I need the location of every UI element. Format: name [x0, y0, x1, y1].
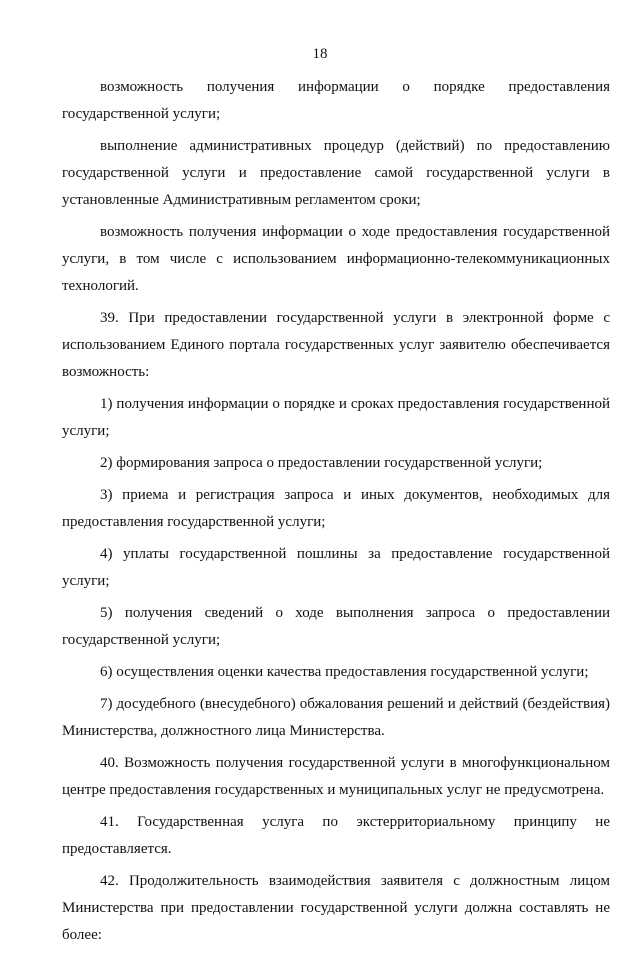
list-item-1: 1) получения информации о порядке и сроках предоставления государственной услуги;: [62, 396, 610, 439]
list-item-7: 7) досудебного (внесудебного) обжалования решений и действий (бездействия) Министерства, должностного лица Министерства.: [62, 696, 610, 739]
list-item-2: 2) формирования запроса о предоставлении государственной услуги;: [100, 455, 543, 471]
paragraph-40: 40. Возможность получения государственной услуги в многофункциональном центре предоставления государственных и муниципальных услуг не предусмотрена.: [62, 755, 610, 798]
paragraph-39: 39. При предоставлении государственной услуги в электронной форме с использованием Единого портала государственных услуг заявителю обеспечивается возможность:: [62, 310, 610, 380]
paragraph-availability-info: возможность получения информации о порядке предоставления государственной услуги;: [62, 79, 610, 122]
list-item-6: 6) осуществления оценки качества предоставления государственной услуги;: [100, 664, 589, 680]
paragraph-admin-procedures: выполнение административных процедур (действий) по предоставлению государственной услуги и предоставление самой государственной услуги в установленные Административным регламентом сроки;: [62, 138, 610, 208]
list-item-4: 4) уплаты государственной пошлины за предоставление государственной услуги;: [62, 546, 610, 589]
paragraph-41: 41. Государственная услуга по экстерриториальному принципу не предоставляется.: [62, 814, 610, 857]
paragraph-progress-info: возможность получения информации о ходе предоставления государственной услуги, в том числе с использованием информационно-телекоммуникационных технологий.: [62, 224, 610, 294]
list-item-5: 5) получения сведений о ходе выполнения запроса о предоставлении государственной услуги;: [62, 605, 610, 648]
page-number: 18: [312, 46, 328, 62]
paragraph-42: 42. Продолжительность взаимодействия заявителя с должностным лицом Министерства при предоставлении государственной услуги должна составлять не более:: [62, 873, 610, 943]
document-body: [62, 74, 610, 954]
list-item-3: 3) приема и регистрация запроса и иных документов, необходимых для предоставления государственной услуги;: [62, 487, 610, 530]
